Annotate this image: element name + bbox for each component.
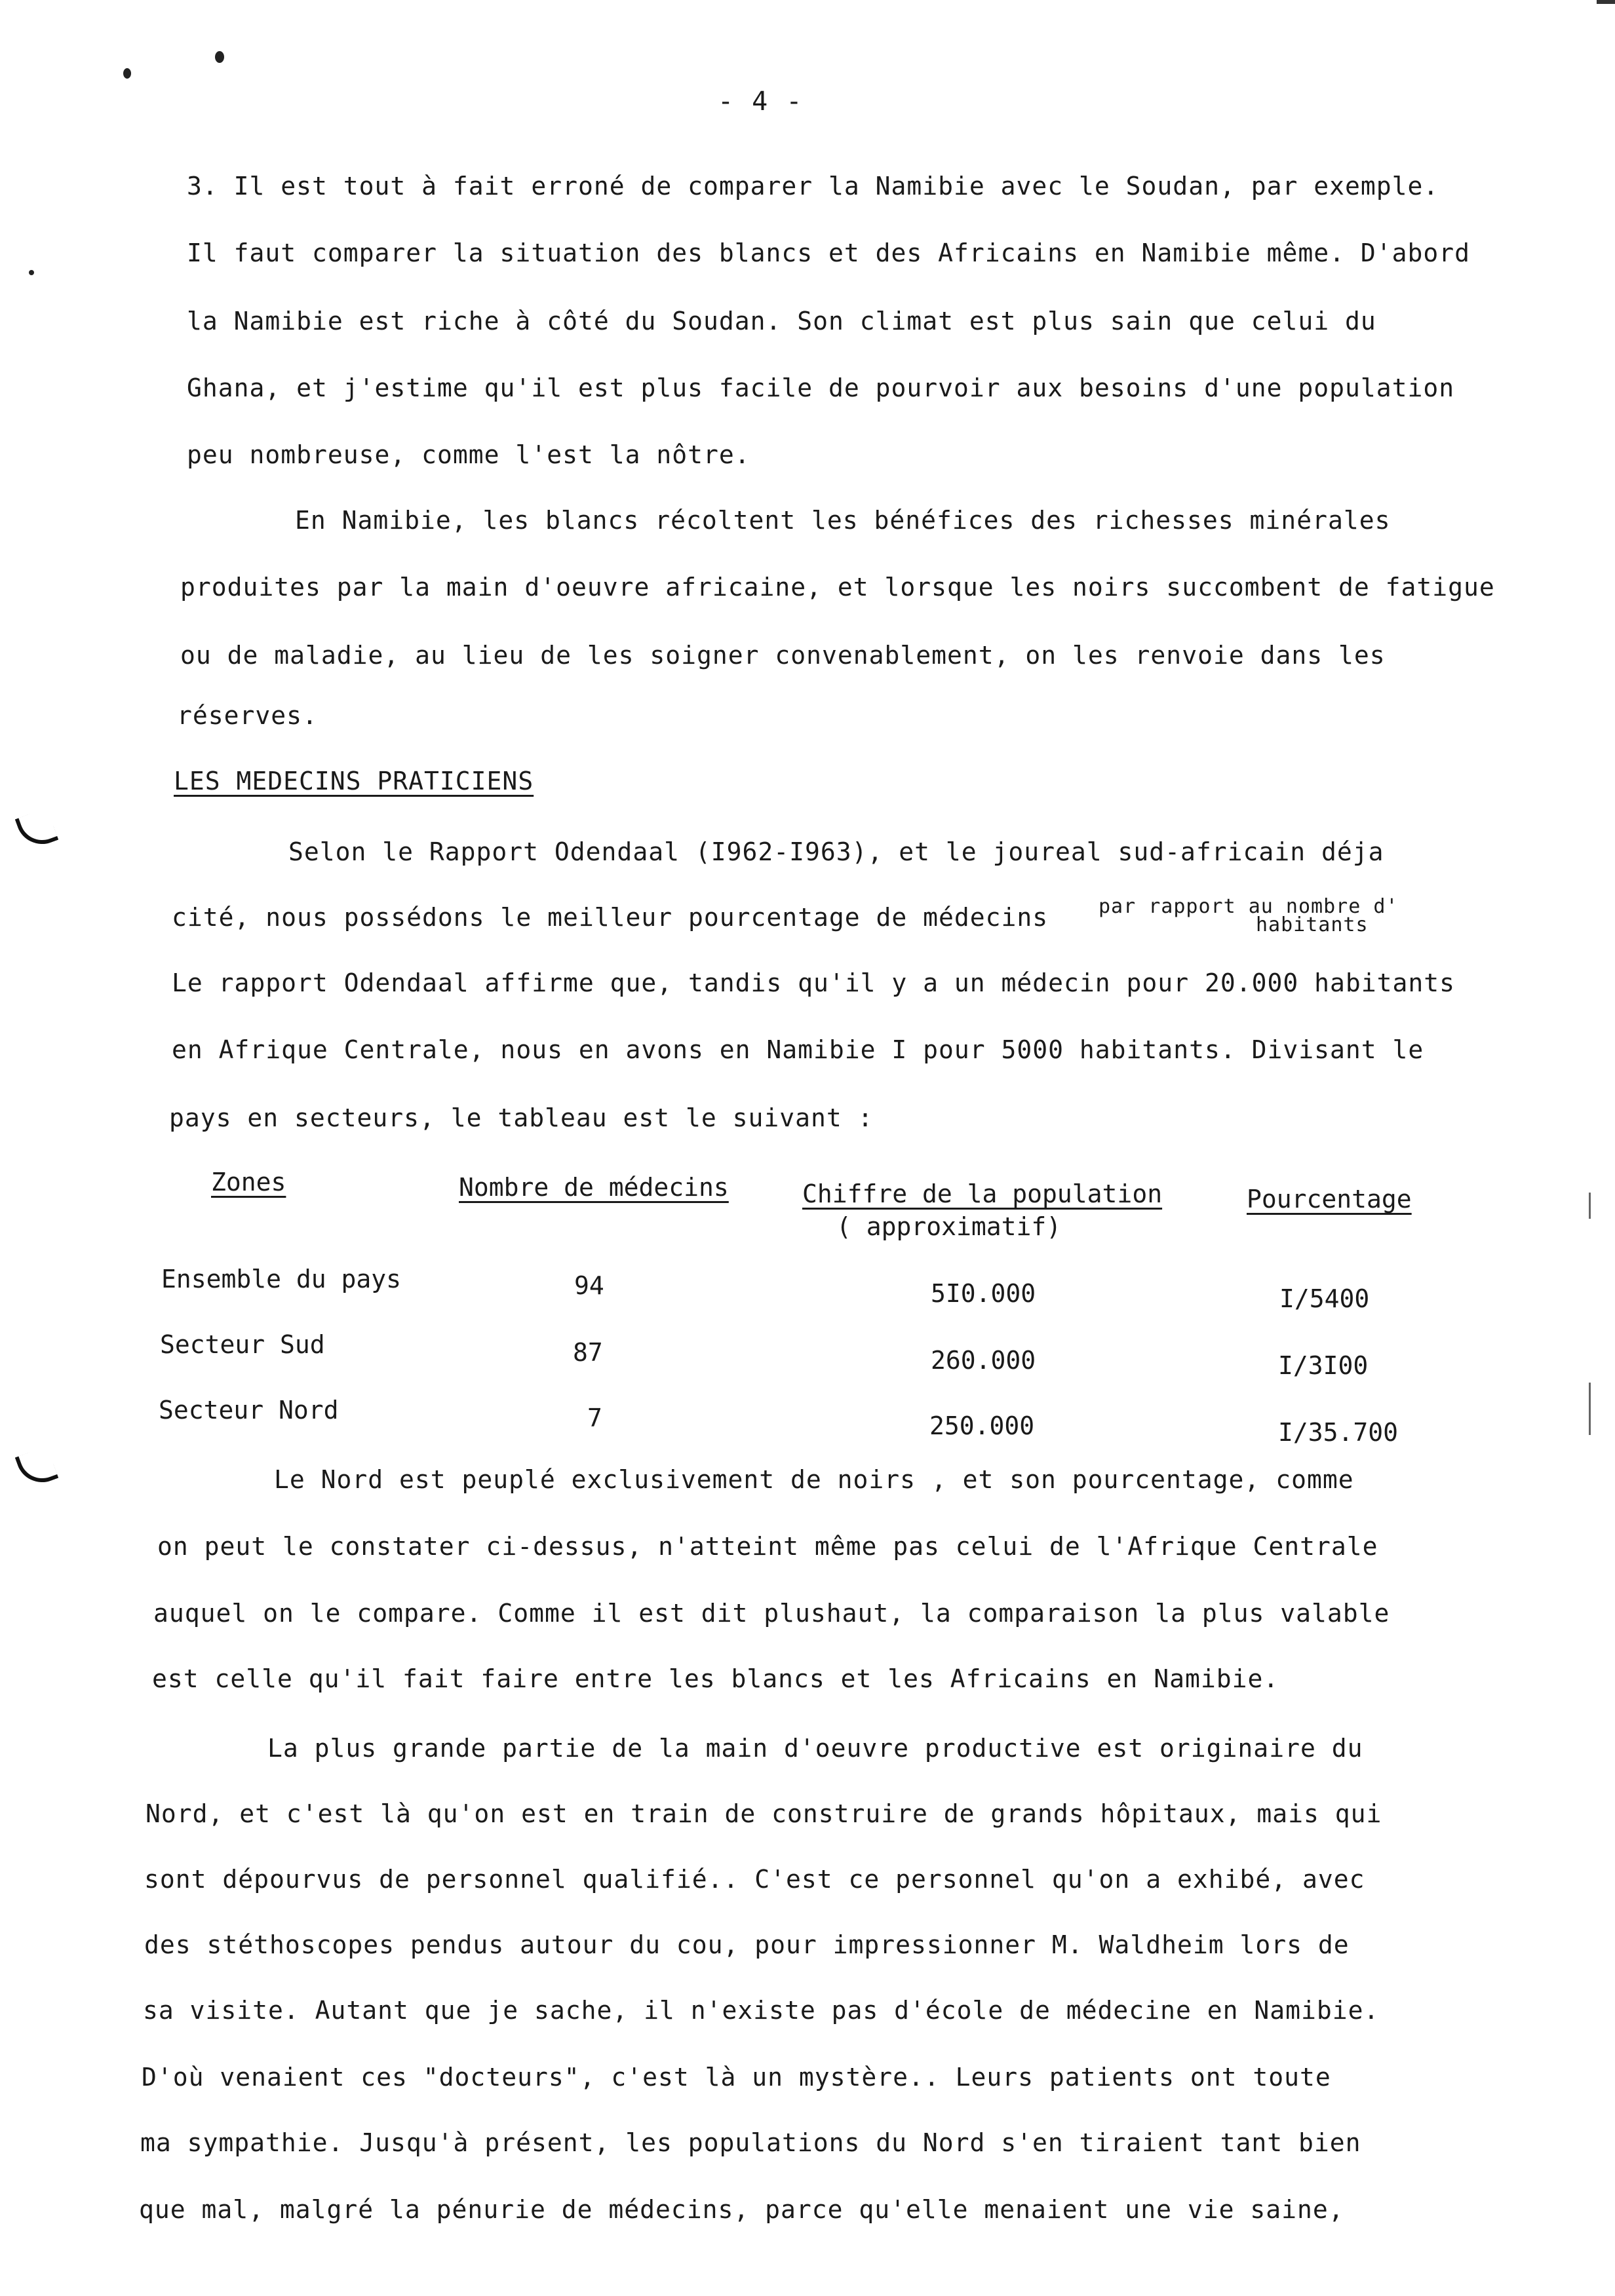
text-line: En Namibie, les blancs récoltent les bénéfices des richesses minérales: [295, 506, 1391, 535]
table-header-zones: Zones: [211, 1168, 286, 1196]
table-cell-doctors: 7: [587, 1404, 602, 1432]
hole-punch-mark: [15, 1446, 59, 1490]
text-line: pays en secteurs, le tableau est le suivant :: [169, 1103, 874, 1132]
text-line: peu nombreuse, comme l'est la nôtre.: [187, 440, 750, 469]
scan-speck: [29, 270, 34, 275]
table-cell-zone: Ensemble du pays: [161, 1265, 402, 1293]
hole-punch-mark: [15, 808, 59, 852]
text-line: cité, nous possédons le meilleur pourcentage de médecins: [172, 903, 1049, 932]
text-line: Selon le Rapport Odendaal (I962-I963), et le joureal sud-africain déja: [288, 837, 1384, 866]
text-line: auquel on le compare. Comme il est dit plushaut, la comparaison la plus valable: [153, 1599, 1390, 1628]
text-line: on peut le constater ci-dessus, n'atteint même pas celui de l'Afrique Centrale: [157, 1532, 1378, 1561]
scan-margin-line: [1589, 1383, 1591, 1435]
typed-over-text: par rapport au nombre d': [1099, 895, 1399, 918]
text-line: Ghana, et j'estime qu'il est plus facile de pourvoir aux besoins d'une population: [187, 373, 1455, 402]
text-line: sa visite. Autant que je sache, il n'existe pas d'école de médecine en Namibie.: [143, 1996, 1380, 2025]
text-line: Le rapport Odendaal affirme que, tandis qu'il y a un médecin pour 20.000 habitants: [172, 968, 1455, 997]
table-cell-population: 5I0.000: [931, 1279, 1036, 1308]
table-cell-percentage: I/5400: [1279, 1284, 1370, 1313]
scan-margin-line: [1589, 1193, 1591, 1219]
scan-speck: [123, 68, 131, 79]
text-line: est celle qu'il fait faire entre les blancs et les Africains en Namibie.: [152, 1664, 1279, 1693]
table-cell-doctors: 87: [573, 1338, 603, 1367]
text-line: D'où venaient ces "docteurs", c'est là un mystère.. Leurs patients ont toute: [142, 2063, 1331, 2092]
text-line: en Afrique Centrale, nous en avons en Namibie I pour 5000 habitants. Divisant le: [172, 1035, 1424, 1064]
text-line: réserves.: [177, 701, 318, 730]
table-header-doctors: Nombre de médecins: [459, 1173, 729, 1202]
text-line: sont dépourvus de personnel qualifié.. C'est ce personnel qu'on a exhibé, avec: [144, 1865, 1365, 1894]
table-cell-zone: Secteur Sud: [160, 1330, 325, 1359]
table-subheader-approx: ( approximatif): [836, 1212, 1062, 1241]
table-cell-population: 250.000: [929, 1411, 1035, 1440]
text-line: 3. Il est tout à fait erroné de comparer la Namibie avec le Soudan, par exemple.: [187, 172, 1439, 201]
text-line: des stéthoscopes pendus autour du cou, pour impressionner M. Waldheim lors de: [144, 1930, 1350, 1959]
page-number: - 4 -: [718, 86, 804, 117]
text-line: Le Nord est peuplé exclusivement de noirs , et son pourcentage, comme: [274, 1465, 1354, 1494]
text-line: La plus grande partie de la main d'oeuvre productive est originaire du: [267, 1734, 1363, 1763]
text-line: ma sympathie. Jusqu'à présent, les populations du Nord s'en tiraient tant bien: [140, 2128, 1361, 2157]
typed-over-text: habitants: [1256, 913, 1369, 936]
text-line: produites par la main d'oeuvre africaine, et lorsque les noirs succombent de fatigue: [180, 573, 1495, 602]
text-line: Il faut comparer la situation des blancs et des Africains en Namibie même. D'abord: [187, 239, 1470, 267]
table-cell-percentage: I/3I00: [1278, 1351, 1369, 1380]
text-line: que mal, malgré la pénurie de médecins, parce qu'elle menaient une vie saine,: [139, 2195, 1344, 2224]
table-header-percentage: Pourcentage: [1247, 1185, 1412, 1214]
text-line: la Namibie est riche à côté du Soudan. Son climat est plus sain que celui du: [187, 307, 1376, 335]
text-line: Nord, et c'est là qu'on est en train de construire de grands hôpitaux, mais qui: [146, 1799, 1382, 1828]
scan-speck: [215, 51, 224, 63]
table-cell-doctors: 94: [574, 1271, 604, 1300]
table-cell-population: 260.000: [931, 1346, 1036, 1375]
table-cell-percentage: I/35.700: [1278, 1418, 1399, 1447]
text-line: ou de maladie, au lieu de les soigner convenablement, on les renvoie dans les: [180, 641, 1386, 670]
table-header-population: Chiffre de la population: [802, 1179, 1163, 1208]
section-heading: LES MEDECINS PRATICIENS: [174, 767, 534, 795]
scan-edge-mark: [1597, 0, 1615, 4]
table-cell-zone: Secteur Nord: [159, 1396, 339, 1425]
